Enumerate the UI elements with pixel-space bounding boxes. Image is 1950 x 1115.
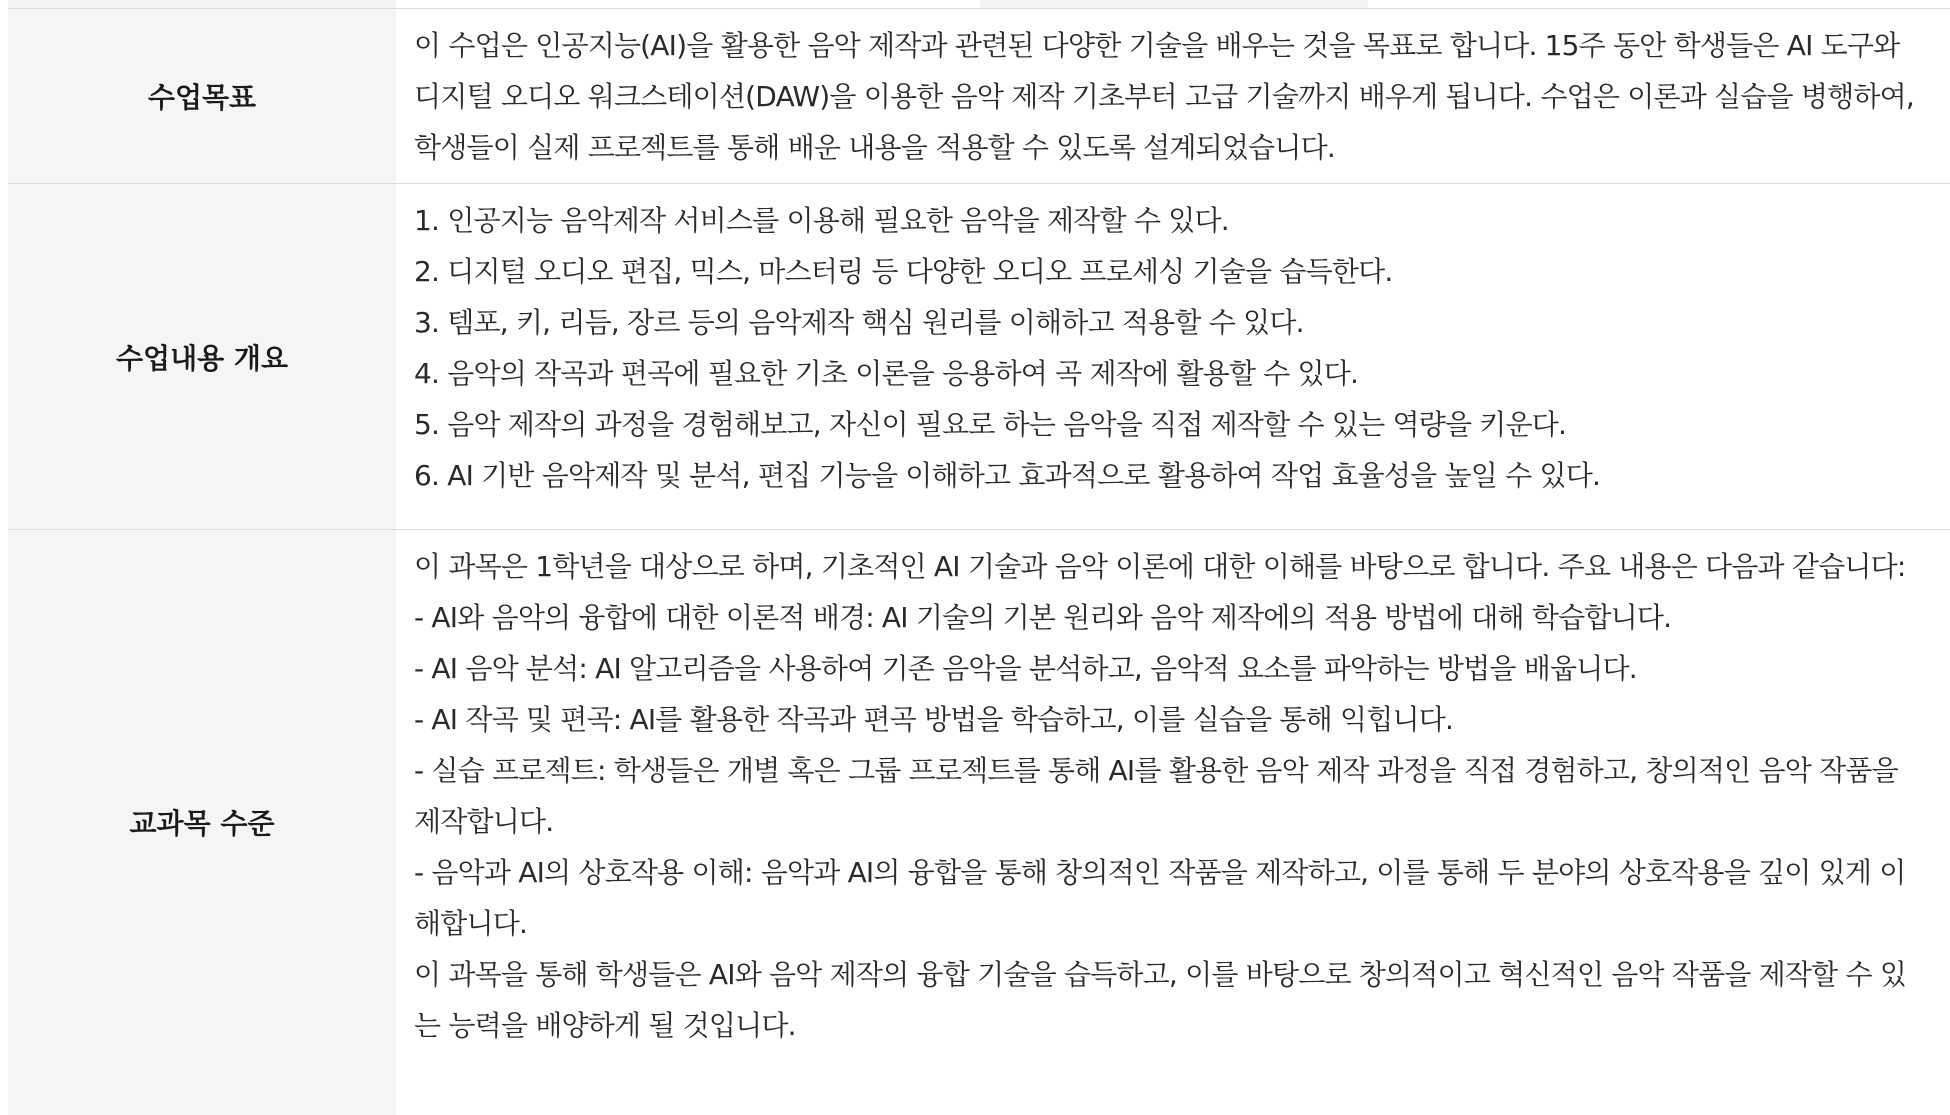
row-label-level: 교과목 수준 bbox=[8, 530, 396, 1115]
level-paragraph: - AI 작곡 및 편곡: AI를 활용한 작곡과 편곡 방법을 학습하고, 이를 실습을 통해 익힙니다. bbox=[414, 703, 1454, 736]
level-paragraph: - AI와 음악의 융합에 대한 이론적 배경: AI 기술의 기본 원리와 음악 제작에의 적용 방법에 대해 학습합니다. bbox=[414, 601, 1672, 634]
syllabus-table bbox=[8, 8, 1950, 1115]
row-content-level bbox=[396, 530, 1950, 1115]
overview-item: 2. 디지털 오디오 편집, 믹스, 마스터링 등 다양한 오디오 프로세싱 기술을 습득한다. bbox=[414, 255, 1393, 288]
top-strip bbox=[0, 0, 1950, 8]
level-paragraph: - AI 음악 분석: AI 알고리즘을 사용하여 기존 음악을 분석하고, 음악적 요소를 파악하는 방법을 배웁니다. bbox=[414, 652, 1637, 685]
overview-item: 3. 템포, 키, 리듬, 장르 등의 음악제작 핵심 원리를 이해하고 적용할 수 있다. bbox=[414, 306, 1304, 339]
overview-item: 5. 음악 제작의 과정을 경험해보고, 자신이 필요로 하는 음악을 직접 제작할 수 있는 역량을 키운다. bbox=[414, 408, 1567, 441]
goal-text: 이 수업은 인공지능(AI)을 활용한 음악 제작과 관련된 다양한 기술을 배우는 것을 목표로 합니다. 15주 동안 학생들은 AI 도구와 디지털 오디오 워크스테이션(DAW)을 이용한 음악 제작 기초부터 고급 기술까지 배우게 됩니다. 수업은 이론과 실습을 병행하여, 학생들이 실제 프로젝트를 통해 배운 내용을 적용할 수 있도록 설계되었습니다. bbox=[414, 29, 1914, 164]
table-row-level bbox=[8, 530, 1950, 1115]
overview-item: 4. 음악의 작곡과 편곡에 필요한 기초 이론을 응용하여 곡 제작에 활용할 수 있다. bbox=[414, 357, 1359, 390]
level-paragraph: - 실습 프로젝트: 학생들은 개별 혹은 그룹 프로젝트를 통해 AI를 활용한 음악 제작 과정을 직접 경험하고, 창의적인 음악 작품을 제작합니다. bbox=[414, 754, 1898, 838]
header-cell-left bbox=[8, 0, 396, 8]
row-label-goal: 수업목표 bbox=[8, 9, 396, 184]
table-row-goal bbox=[8, 9, 1950, 184]
row-content-overview bbox=[396, 184, 1950, 530]
row-label-overview: 수업내용 개요 bbox=[8, 184, 396, 530]
level-paragraph: 이 과목은 1학년을 대상으로 하며, 기초적인 AI 기술과 음악 이론에 대한 이해를 바탕으로 합니다. 주요 내용은 다음과 같습니다: bbox=[414, 550, 1906, 583]
level-paragraph: 이 과목을 통해 학생들은 AI와 음악 제작의 융합 기술을 습득하고, 이를 바탕으로 창의적이고 혁신적인 음악 작품을 제작할 수 있는 능력을 배양하게 될 것입니다. bbox=[414, 958, 1907, 1042]
header-cell-middle bbox=[980, 0, 1368, 8]
level-paragraph: - 음악과 AI의 상호작용 이해: 음악과 AI의 융합을 통해 창의적인 작품을 제작하고, 이를 통해 두 분야의 상호작용을 깊이 있게 이해합니다. bbox=[414, 856, 1906, 940]
row-content-goal bbox=[396, 9, 1950, 184]
table-row-overview bbox=[8, 184, 1950, 530]
overview-item: 6. AI 기반 음악제작 및 분석, 편집 기능을 이해하고 효과적으로 활용하여 작업 효율성을 높일 수 있다. bbox=[414, 459, 1601, 492]
overview-item: 1. 인공지능 음악제작 서비스를 이용해 필요한 음악을 제작할 수 있다. bbox=[414, 204, 1229, 237]
